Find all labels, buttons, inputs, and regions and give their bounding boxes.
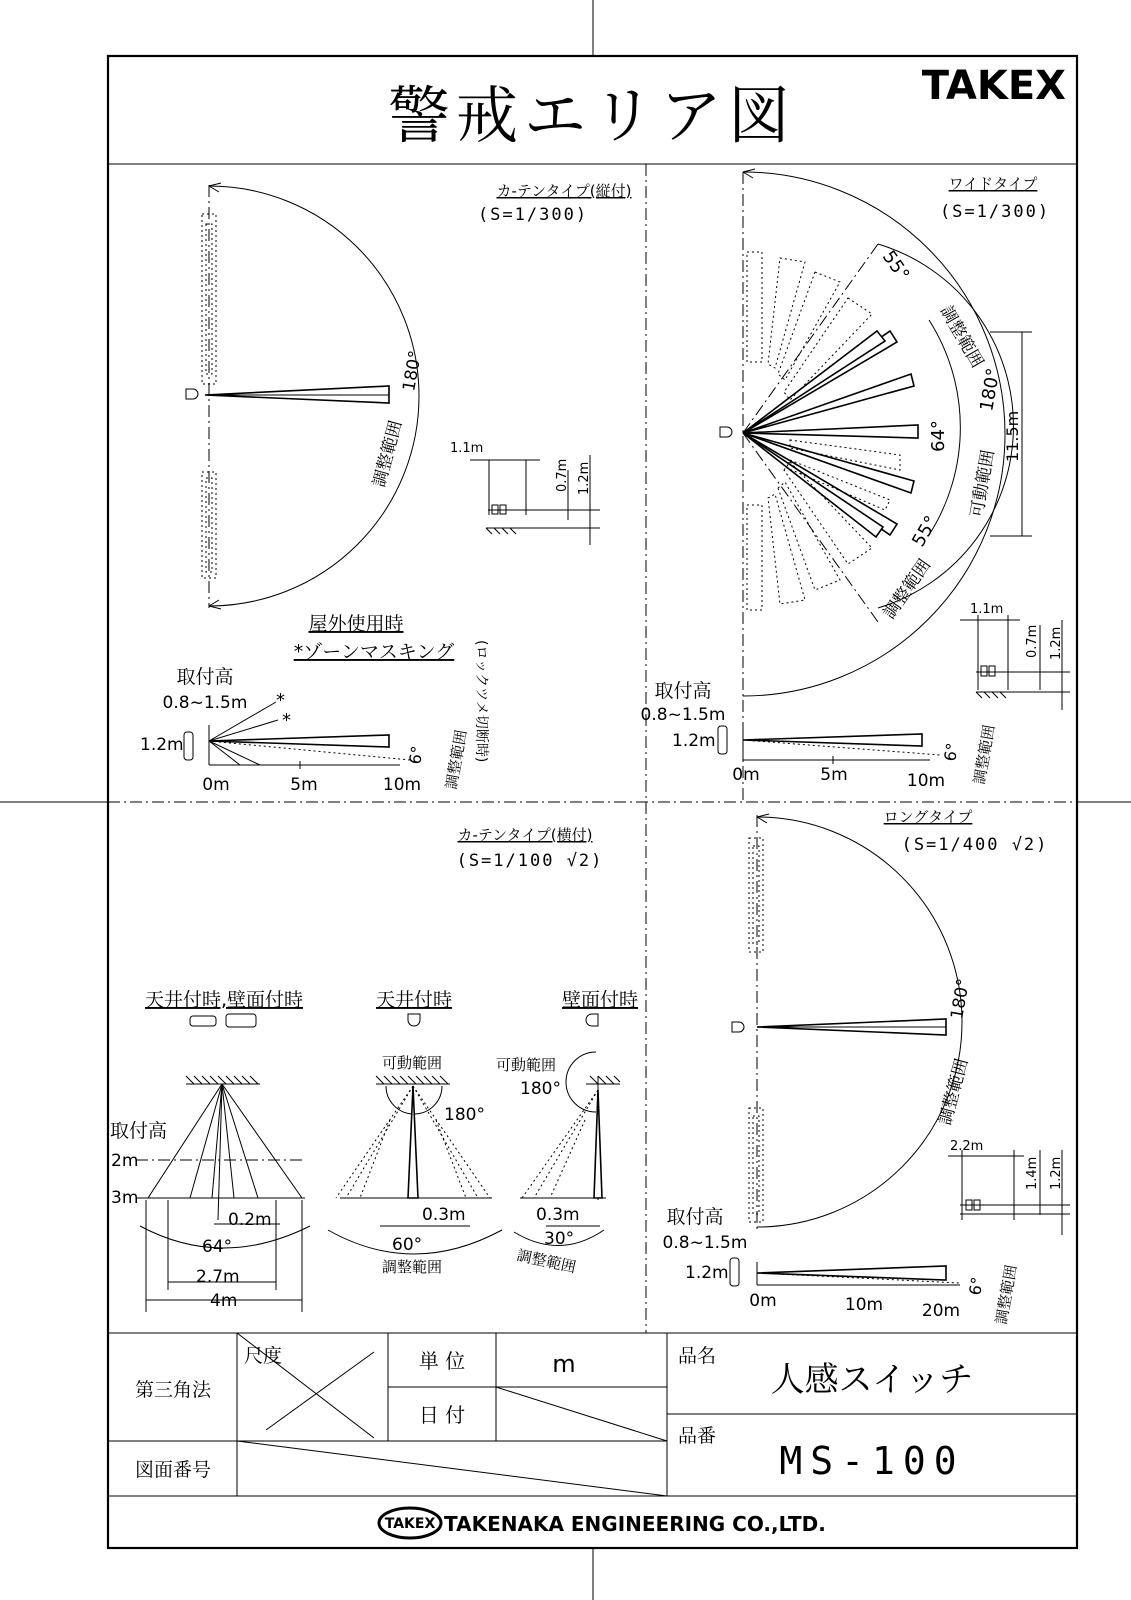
title-block (108, 1333, 1077, 1538)
adjust-top: 調整範囲 (935, 302, 987, 372)
dim-0-7m: 0.7m (555, 458, 570, 492)
adjust-range-label: 調整範囲 (442, 728, 471, 791)
x-tick-5m: 5m (290, 775, 318, 795)
mount-height-range: 0.8~1.5m (162, 693, 248, 713)
angle-mid: 64° (928, 420, 949, 452)
outdoor-panel (140, 613, 490, 795)
brand-logo: TAKEX (921, 63, 1066, 109)
product-number: MS-100 (779, 1439, 965, 1483)
angle-180-b: 180° (520, 1079, 561, 1099)
adjust-bottom: 調整範囲 (879, 555, 936, 623)
star-mark-2: * (282, 710, 291, 731)
arc-angle-label: 180° (976, 366, 1005, 413)
curtain-vertical-scale: (S=1/300) (477, 205, 589, 225)
zone-upper (749, 838, 763, 952)
sensor-side-icon (718, 726, 727, 754)
wide-heading: ワイドタイプ (948, 175, 1038, 193)
mount-height-diagram (948, 1139, 1070, 1235)
dim-1-2m: 1.2m (1049, 1156, 1064, 1190)
x-tick-5m: 5m (820, 765, 848, 785)
sensor-side-icon (184, 732, 193, 760)
x-tick-0m: 0m (202, 775, 230, 795)
movable-range-label: 可動範囲 (381, 1054, 443, 1072)
detection-beams (743, 331, 918, 537)
arc-arrow (743, 169, 755, 178)
movable-range-label-2: 可動範囲 (495, 1056, 557, 1074)
mount-height-diagram (960, 602, 1070, 710)
unit-label: 単 位 (418, 1349, 466, 1373)
curtain-horizontal-scale: (S=1/100 √2) (456, 851, 604, 871)
mount-height-label: 取付高 (110, 1120, 168, 1142)
dim-1-1m: 1.1m (450, 441, 484, 456)
long-heading: ロングタイプ (883, 808, 973, 826)
angle-30: 30° (544, 1229, 575, 1249)
height-3m: 3m (111, 1188, 139, 1208)
ground-ray-1 (209, 741, 260, 765)
wall-mount-icon (226, 1014, 256, 1027)
curtain-vertical-heading: カ-テンタイプ(縦付) (496, 182, 632, 200)
side-beam (743, 734, 922, 746)
sensor-icon (732, 1022, 744, 1032)
product-number-label: 品番 (678, 1425, 717, 1447)
dim-1-2m: 1.2m (1049, 626, 1064, 660)
sub-heading-wall: 壁面付時 (561, 989, 639, 1011)
angle-top: 55° (877, 246, 914, 286)
sensor-icon (186, 389, 198, 399)
long-scale: (S=1/400 √2) (901, 835, 1049, 855)
curtain-vertical-panel (186, 182, 632, 609)
ceiling-sensor-icon (408, 1014, 420, 1026)
angle-label: 6° (940, 741, 963, 763)
adjust-range-label: 調整範囲 (381, 1258, 443, 1276)
date-label: 日 付 (418, 1403, 466, 1427)
adjust-range-label: 調整範囲 (369, 418, 407, 490)
diagram-ceiling (328, 1076, 502, 1254)
zone-masking-label: *ゾーンマスキング (293, 641, 455, 663)
adjust-range-label-2: 調整範囲 (515, 1246, 578, 1277)
dim-0-7m: 0.7m (1025, 624, 1040, 658)
height-label: 1.2m (685, 1263, 729, 1283)
sub-heading-both: 天井付時,壁面付時 (144, 989, 304, 1011)
height-label: 1.2m (672, 731, 716, 751)
long-panel (663, 808, 1070, 1326)
arc-arrow (757, 814, 769, 823)
mount-height-label: 取付高 (176, 666, 234, 688)
masked-ray-2 (209, 720, 278, 741)
arc-angle-label: 180° (399, 349, 427, 393)
adjust-range-label: 調整範囲 (970, 723, 999, 786)
mount-height-label: 取付高 (654, 680, 712, 702)
drawing-number-label: 図面番号 (134, 1459, 212, 1481)
projection-label: 第三角法 (134, 1379, 212, 1401)
x-tick-10m: 10m (382, 775, 422, 795)
mount-height-diagram (450, 441, 600, 545)
wide-scale: (S=1/300) (939, 202, 1051, 222)
angle-label: 6° (965, 1275, 988, 1297)
dim-2-7m: 2.7m (196, 1267, 240, 1287)
curtain-horizontal-panel (110, 826, 638, 1312)
wide-panel (641, 169, 1070, 800)
scale-label: 尺度 (244, 1345, 283, 1367)
wall-sensor-icon (586, 1014, 598, 1026)
star-mark-1: * (276, 690, 285, 711)
zone-lower (749, 1108, 763, 1222)
x-tick-0m: 0m (749, 1291, 777, 1311)
dim-1-2m: 1.2m (577, 461, 592, 495)
x-tick-20m: 20m (921, 1301, 961, 1321)
dim-1-4m: 1.4m (1025, 1156, 1040, 1190)
mount-height-range: 0.8~1.5m (662, 1233, 748, 1253)
mount-height-range: 0.8~1.5m (640, 705, 726, 725)
sheet-title: 警戒エリア図 (387, 79, 797, 152)
length-label: 11.5m (1003, 410, 1022, 462)
sub-heading-ceiling: 天井付時 (375, 989, 453, 1011)
outdoor-heading: 屋外使用時 (308, 613, 404, 635)
x-tick-10m: 10m (844, 1295, 884, 1315)
zone-lower-inner (753, 1116, 759, 1214)
height-label: 1.2m (140, 735, 184, 755)
unit-value: m (552, 1350, 576, 1378)
side-beam (209, 735, 389, 747)
angle-180: 180° (444, 1105, 485, 1125)
sensor-icon (720, 427, 732, 437)
x-tick-10m: 10m (906, 771, 946, 791)
angle-60: 60° (392, 1235, 423, 1255)
dim-0-2m: 0.2m (228, 1210, 272, 1230)
company-name: TAKENAKA ENGINEERING CO.,LTD. (444, 1512, 826, 1536)
x-tick-0m: 0m (732, 765, 760, 785)
dim-4m: 4m (210, 1291, 238, 1311)
arc-angle-label: 180° (947, 977, 975, 1021)
lock-note: (ロックツメ切断時) (473, 640, 489, 763)
angle-label: 6° (405, 744, 428, 766)
product-name: 人感スイッチ (770, 1360, 974, 1400)
dim-0-3m: 0.3m (422, 1205, 466, 1225)
dim-1-1m: 1.1m (970, 602, 1004, 617)
sensor-side-icon (730, 1258, 739, 1286)
height-2m: 2m (111, 1151, 139, 1171)
dim-0-3m-b: 0.3m (536, 1205, 580, 1225)
mount-height-label: 取付高 (666, 1206, 724, 1228)
adjust-range-label-side: 調整範囲 (992, 1263, 1021, 1326)
side-beam (757, 1266, 946, 1280)
product-name-label: 品名 (678, 1345, 717, 1367)
curtain-horizontal-heading: カ-テンタイプ(横付) (457, 826, 593, 844)
angle-bottom: 55° (908, 512, 943, 551)
ceiling-mount-icon (190, 1016, 216, 1026)
zone-upper-inner (753, 846, 759, 944)
adjust-range-label: 調整範囲 (935, 1056, 973, 1128)
company-logo: TAKEX (384, 1516, 436, 1532)
boundary-top (743, 244, 878, 433)
angle-64: 64° (202, 1237, 233, 1257)
dim-2-2m: 2.2m (950, 1139, 984, 1154)
movable-range-label: 可動範囲 (967, 448, 999, 519)
